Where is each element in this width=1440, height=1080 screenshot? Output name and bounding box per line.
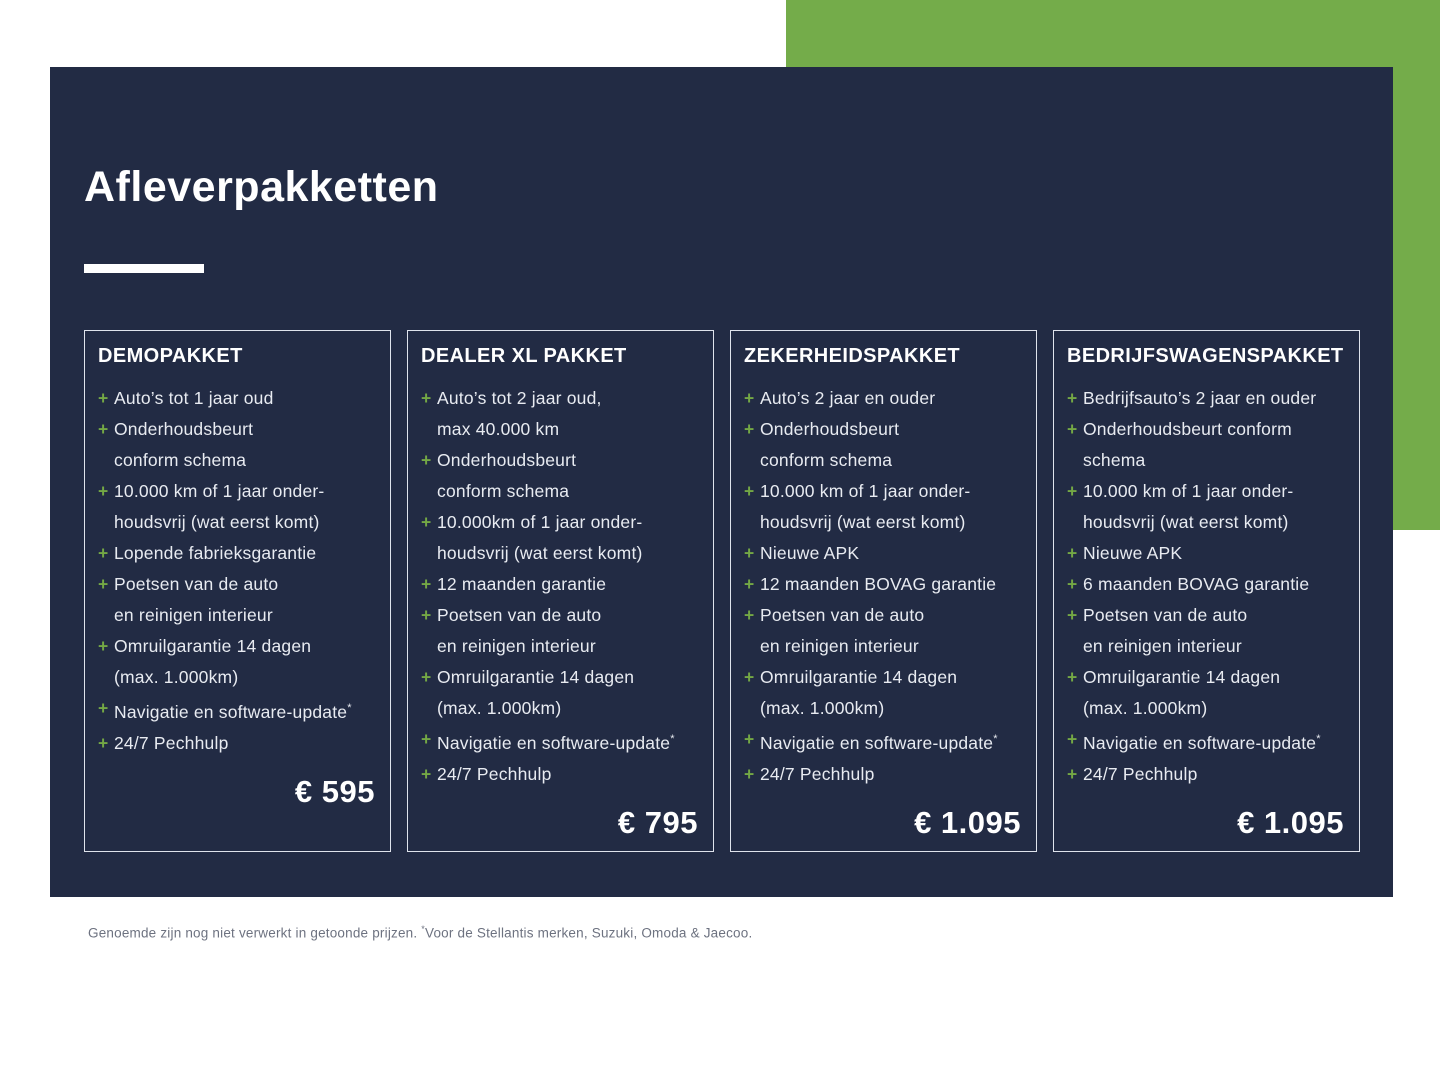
plus-bullet-icon: + [744, 763, 755, 784]
plus-bullet-icon: + [1067, 419, 1078, 439]
feature-text: Nieuwe APK [1083, 543, 1183, 563]
feature-text: 24/7 Pechhulp [1083, 763, 1198, 784]
page-title: Afleverpakketten [84, 163, 439, 211]
packages-panel [50, 67, 1393, 897]
plus-bullet-icon: + [421, 667, 432, 687]
plus-bullet-icon: + [1067, 605, 1078, 625]
package-cards [84, 330, 1360, 852]
feature-item [744, 569, 1023, 600]
asterisk-mark: * [421, 924, 425, 934]
package-name: DEMOPAKKET [98, 345, 243, 367]
plus-bullet-icon: + [1067, 667, 1078, 687]
feature-item [744, 476, 1023, 538]
feature-text: Bedrijfsauto’s 2 jaar en ouder [1083, 388, 1317, 408]
feature-text: Onderhoudsbeurt conform schema [437, 450, 577, 501]
asterisk-mark: * [347, 702, 352, 714]
asterisk-mark: * [1316, 733, 1321, 745]
plus-bullet-icon: + [1067, 481, 1078, 501]
plus-bullet-icon: + [421, 388, 432, 408]
plus-bullet-icon: + [744, 419, 755, 439]
plus-bullet-icon: + [744, 729, 755, 749]
feature-item [421, 383, 700, 445]
plus-bullet-icon: + [421, 763, 432, 784]
feature-item [1067, 662, 1346, 724]
footnote-text: Genoemde zijn nog niet verwerkt in getoonde prijzen. [88, 925, 422, 941]
package-price: € 1.095 [1237, 804, 1344, 840]
feature-text: Omruilgarantie 14 dagen (max. 1.000km) [437, 667, 635, 718]
feature-text: Onderhoudsbeurt conform schema [760, 419, 900, 470]
asterisk-mark: * [993, 733, 998, 745]
plus-bullet-icon: + [744, 574, 755, 594]
feature-item [1067, 383, 1346, 414]
plus-bullet-icon: + [421, 574, 432, 594]
feature-item [421, 662, 700, 724]
feature-item [98, 631, 377, 693]
feature-item [421, 445, 700, 507]
feature-text: 24/7 Pechhulp [760, 763, 875, 784]
plus-bullet-icon: + [744, 605, 755, 625]
feature-item [744, 383, 1023, 414]
package-card [84, 330, 391, 852]
plus-bullet-icon: + [1067, 729, 1078, 749]
package-name: DEALER XL PAKKET [421, 345, 627, 367]
feature-item [744, 759, 1023, 790]
feature-text: 10.000 km of 1 jaar onder- houdsvrij (wat eerst komt) [760, 481, 971, 532]
plus-bullet-icon: + [98, 481, 109, 501]
asterisk-mark: * [670, 733, 675, 745]
feature-list [421, 383, 700, 790]
feature-item [98, 693, 377, 728]
plus-bullet-icon: + [744, 543, 755, 563]
feature-text: 12 maanden BOVAG garantie [760, 574, 997, 594]
feature-item [1067, 569, 1346, 600]
package-price: € 1.095 [914, 804, 1021, 840]
feature-text: 10.000 km of 1 jaar onder- houdsvrij (wat eerst komt) [114, 481, 325, 532]
feature-item [744, 414, 1023, 476]
feature-item [98, 728, 377, 759]
feature-text: Omruilgarantie 14 dagen (max. 1.000km) [760, 667, 958, 718]
plus-bullet-icon: + [98, 732, 109, 753]
feature-item [1067, 600, 1346, 662]
feature-text: Omruilgarantie 14 dagen (max. 1.000km) [114, 636, 312, 687]
feature-item [421, 759, 700, 790]
feature-item [98, 538, 377, 569]
plus-bullet-icon: + [421, 512, 432, 532]
package-card [1053, 330, 1360, 852]
feature-text: 10.000km of 1 jaar onder- houdsvrij (wat eerst komt) [437, 512, 643, 563]
feature-item [421, 724, 700, 759]
feature-text: 10.000 km of 1 jaar onder- houdsvrij (wat eerst komt) [1083, 481, 1294, 532]
feature-item [1067, 759, 1346, 790]
feature-text: Auto’s 2 jaar en ouder [760, 388, 936, 408]
feature-text: Omruilgarantie 14 dagen (max. 1.000km) [1083, 667, 1281, 718]
plus-bullet-icon: + [98, 388, 109, 408]
plus-bullet-icon: + [744, 388, 755, 408]
feature-text: Poetsen van de auto en reinigen interieur [760, 605, 925, 656]
feature-text: Navigatie en software-update* [437, 732, 675, 753]
feature-list [98, 383, 377, 759]
feature-text: Auto’s tot 1 jaar oud [114, 388, 274, 408]
feature-item [744, 724, 1023, 759]
plus-bullet-icon: + [98, 636, 109, 656]
feature-item [744, 538, 1023, 569]
feature-text: Poetsen van de auto en reinigen interieur [114, 574, 279, 625]
feature-text: Onderhoudsbeurt conform schema [114, 419, 254, 470]
feature-item [98, 383, 377, 414]
feature-item [1067, 724, 1346, 759]
package-price: € 595 [294, 773, 375, 809]
package-card [730, 330, 1037, 852]
feature-text: Navigatie en software-update* [114, 701, 352, 722]
feature-list [744, 383, 1023, 790]
feature-text: 6 maanden BOVAG garantie [1083, 574, 1310, 594]
plus-bullet-icon: + [1067, 574, 1078, 594]
package-price: € 795 [617, 804, 698, 840]
plus-bullet-icon: + [98, 698, 109, 718]
feature-text: Poetsen van de auto en reinigen interieur [437, 605, 602, 656]
footnote [88, 924, 752, 941]
feature-text: Navigatie en software-update* [760, 732, 998, 753]
feature-item [744, 600, 1023, 662]
plus-bullet-icon: + [744, 667, 755, 687]
plus-bullet-icon: + [421, 450, 432, 470]
feature-item [421, 569, 700, 600]
feature-list [1067, 383, 1346, 790]
package-card [407, 330, 714, 852]
plus-bullet-icon: + [98, 574, 109, 594]
feature-item [421, 507, 700, 569]
title-underline [84, 264, 204, 273]
feature-text: Nieuwe APK [760, 543, 860, 563]
feature-item [98, 414, 377, 476]
feature-item [1067, 414, 1346, 476]
feature-item [98, 569, 377, 631]
feature-item [421, 600, 700, 662]
feature-item [98, 476, 377, 538]
feature-item [744, 662, 1023, 724]
feature-text: Poetsen van de auto en reinigen interieur [1083, 605, 1248, 656]
feature-text: Navigatie en software-update* [1083, 732, 1321, 753]
feature-text: Onderhoudsbeurt conform schema [1083, 419, 1292, 470]
feature-text: Lopende fabrieksgarantie [114, 543, 317, 563]
package-name: ZEKERHEIDSPAKKET [744, 345, 961, 367]
feature-text: Auto’s tot 2 jaar oud, max 40.000 km [437, 388, 602, 439]
plus-bullet-icon: + [421, 605, 432, 625]
plus-bullet-icon: + [421, 729, 432, 749]
plus-bullet-icon: + [1067, 763, 1078, 784]
footnote-text-continued: Voor de Stellantis merken, Suzuki, Omoda & Jaecoo. [425, 925, 753, 941]
feature-text: 24/7 Pechhulp [437, 763, 552, 784]
plus-bullet-icon: + [744, 481, 755, 501]
package-name: BEDRIJFSWAGENSPAKKET [1067, 345, 1344, 367]
plus-bullet-icon: + [98, 419, 109, 439]
feature-text: 24/7 Pechhulp [114, 732, 229, 753]
feature-item [1067, 538, 1346, 569]
plus-bullet-icon: + [1067, 388, 1078, 408]
plus-bullet-icon: + [1067, 543, 1078, 563]
feature-text: 12 maanden garantie [437, 574, 607, 594]
feature-item [1067, 476, 1346, 538]
plus-bullet-icon: + [98, 543, 109, 563]
